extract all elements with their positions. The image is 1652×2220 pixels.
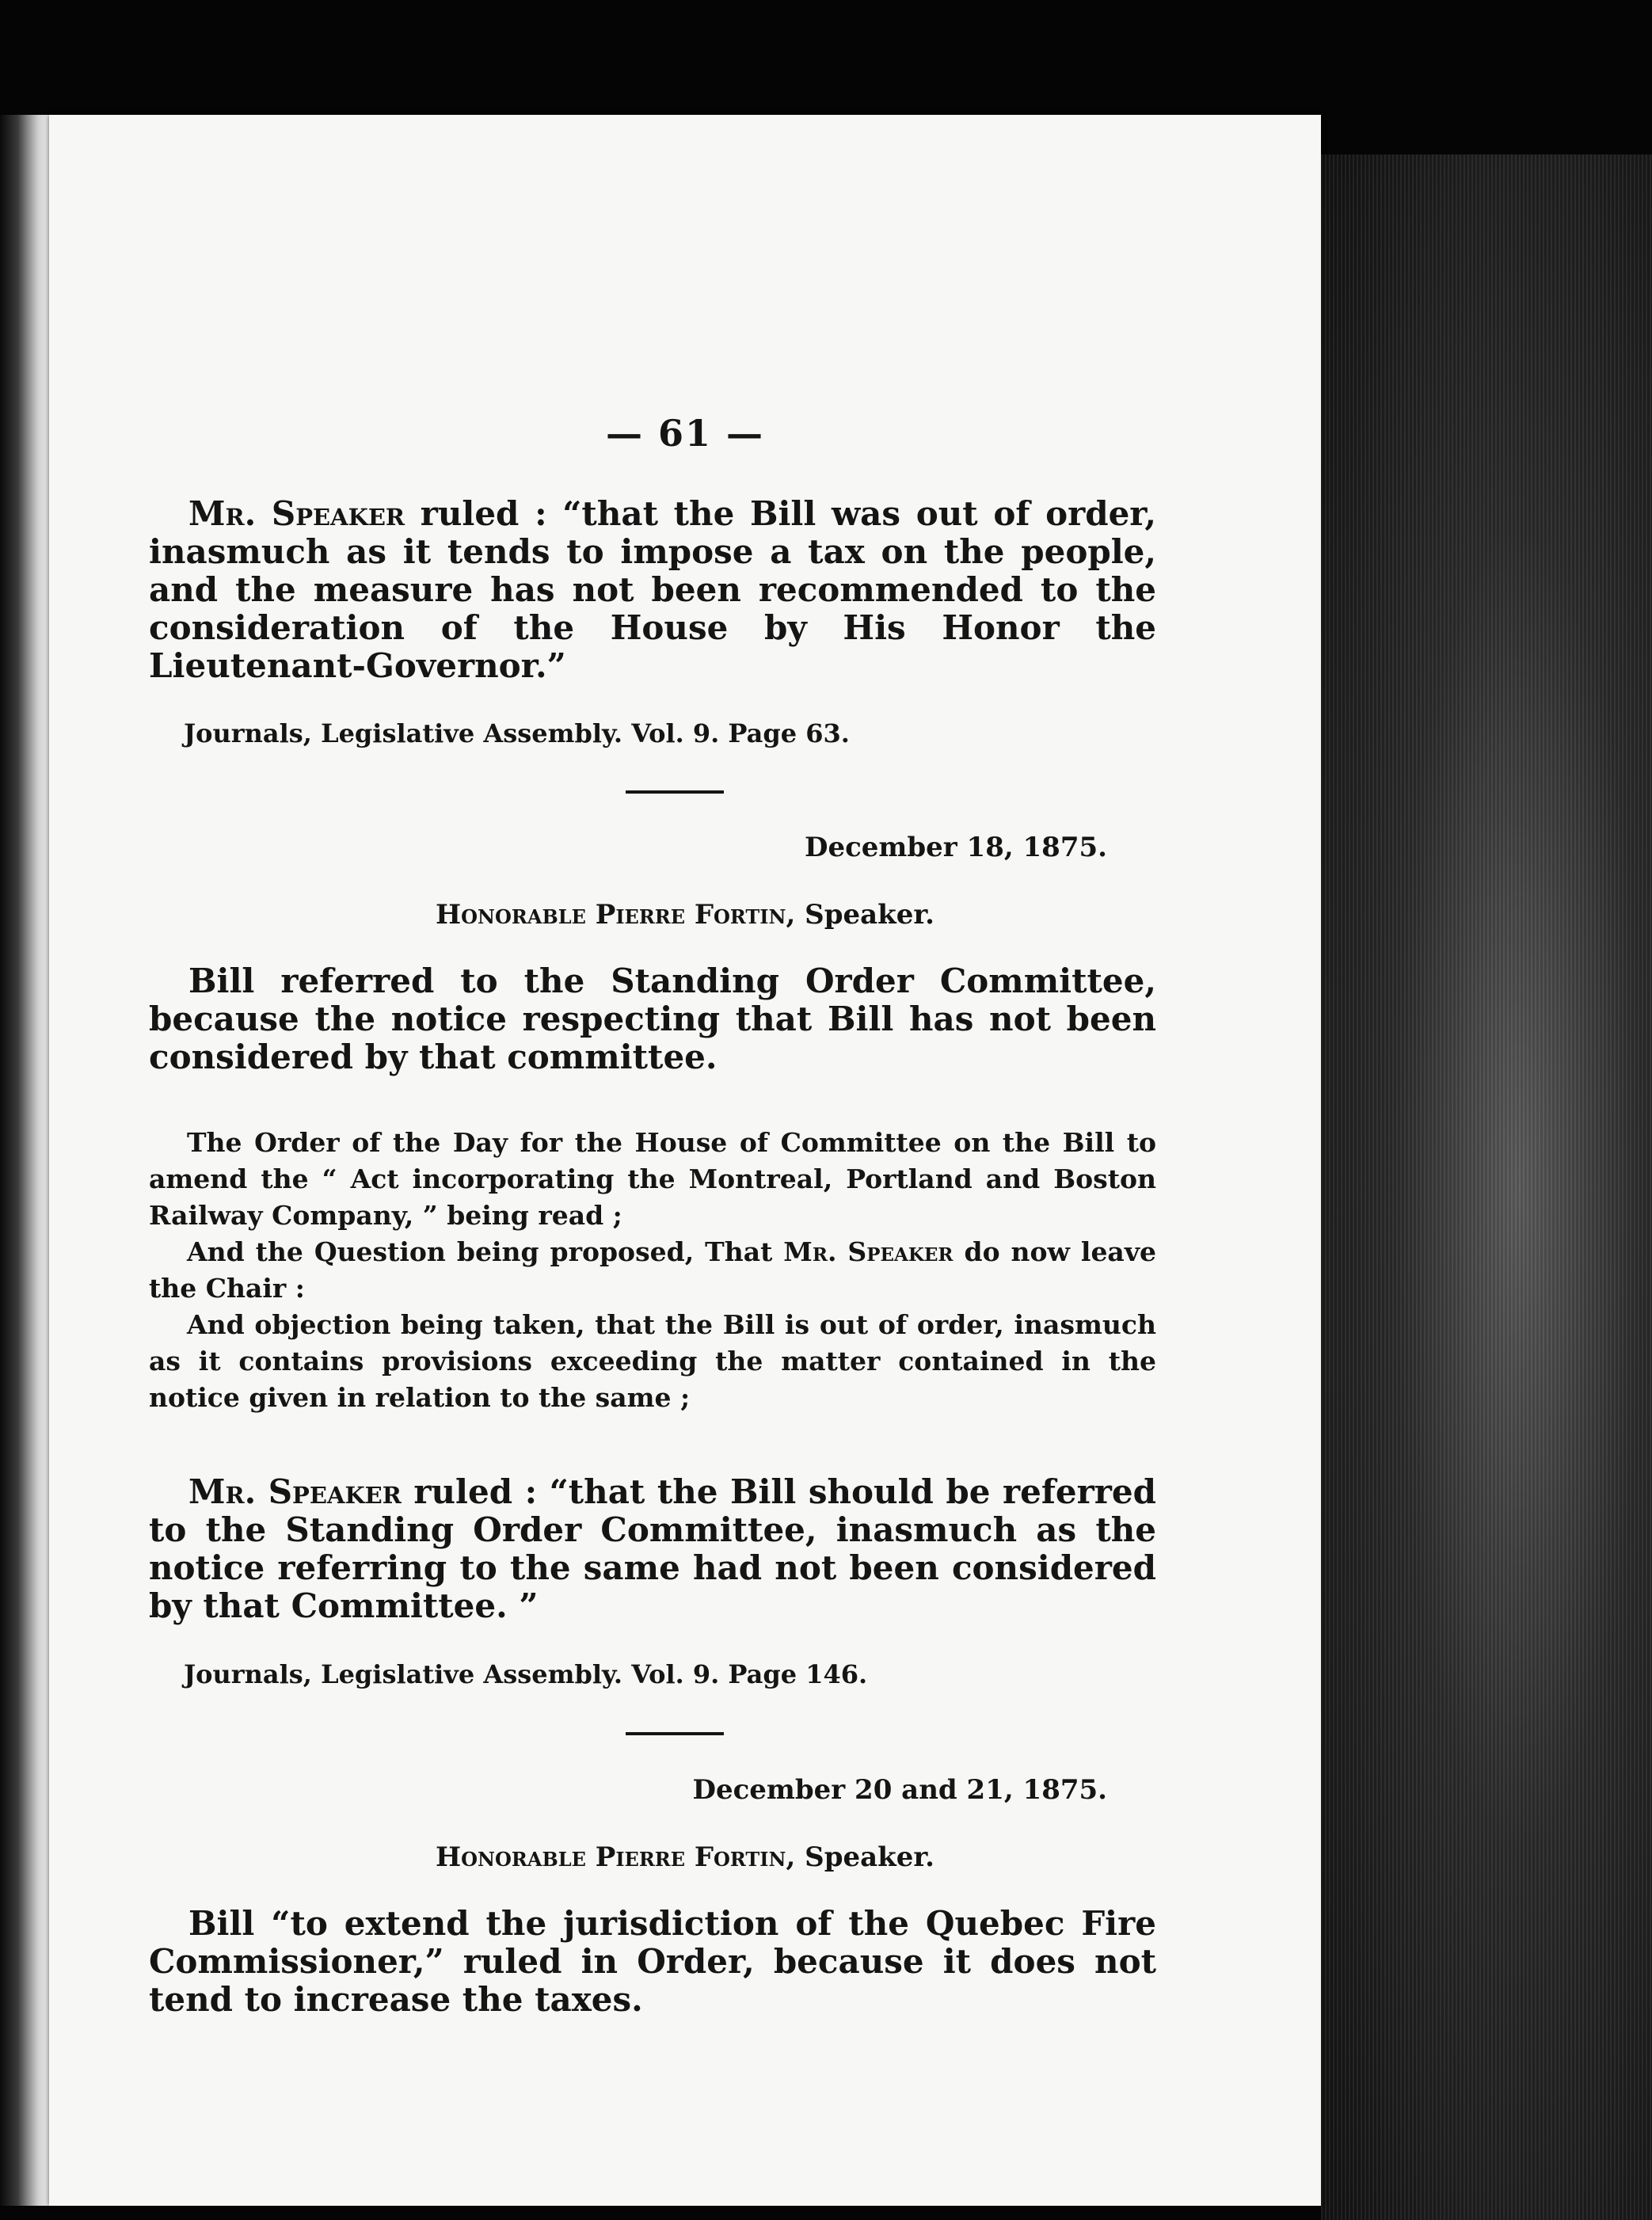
ruling-speaker-2: Mr. Speaker — [188, 1472, 402, 1511]
session-date-1: December 18, 1875. — [804, 832, 1107, 863]
ruling-summary-1: Bill referred to the Standing Order Committee, because the notice respecting that Bill has not been considered by that committee. — [149, 961, 1156, 1076]
question-paragraph — [149, 1234, 1156, 1307]
ruling-summary-2: Bill “to extend the jurisdiction of the Quebec Fire Commissioner,” ruled in Order, because it does not tend to increase the taxes. — [149, 1904, 1156, 2019]
scan-background — [1321, 154, 1652, 2220]
document-page — [49, 115, 1321, 2206]
speaker-name-1: Honorable Pierre Fortin — [436, 899, 786, 931]
question-suffix: do now leave the Chair : — [149, 1236, 1156, 1304]
question-prefix: And the Question being proposed, That — [187, 1236, 784, 1267]
speaker-heading-2 — [49, 1841, 1321, 1873]
ruling-speaker-1: Mr. Speaker — [188, 494, 405, 533]
journal-citation-1: Journals, Legislative Assembly. Vol. 9. Page 63. — [184, 718, 850, 748]
order-of-day-paragraph: The Order of the Day for the House of Committee on the Bill to amend the “ Act incorporating the Montreal, Portland and Boston Railway Company, ” being read ; — [149, 1127, 1156, 1231]
journal-citation-2: Journals, Legislative Assembly. Vol. 9. Page 146. — [184, 1659, 868, 1689]
section-divider-1 — [626, 790, 724, 794]
ruling-text-2: ruled : “that the Bill should be referred to the Standing Order Committee, inasmuch as the notice referring to the same had not been considered by that Committee. ” — [149, 1472, 1156, 1625]
section-divider-2 — [626, 1732, 724, 1735]
speaker-role-2: , Speaker. — [786, 1841, 934, 1873]
speaker-heading-1 — [49, 899, 1321, 931]
ruling-text-1: ruled : “that the Bill was out of order, inasmuch as it tends to impose a tax on the people, and the measure has not been recommended to the consideration of the House by His Honor the Lieutenant-Governor.” — [149, 494, 1156, 685]
page-number: — 61 — — [605, 412, 765, 455]
ruling-paragraph-2 — [149, 1473, 1156, 1625]
session-date-2: December 20 and 21, 1875. — [692, 1774, 1107, 1806]
ruling-paragraph-1 — [149, 495, 1156, 685]
objection-paragraph: And objection being taken, that the Bill is out of order, inasmuch as it contains provisions exceeding the matter contained in the notice given in relation to the same ; — [149, 1309, 1156, 1413]
question-speaker: Mr. Speaker — [783, 1236, 954, 1267]
scan-left-edge — [0, 115, 51, 2206]
speaker-role-1: , Speaker. — [786, 899, 934, 931]
speaker-name-2: Honorable Pierre Fortin — [436, 1841, 786, 1873]
